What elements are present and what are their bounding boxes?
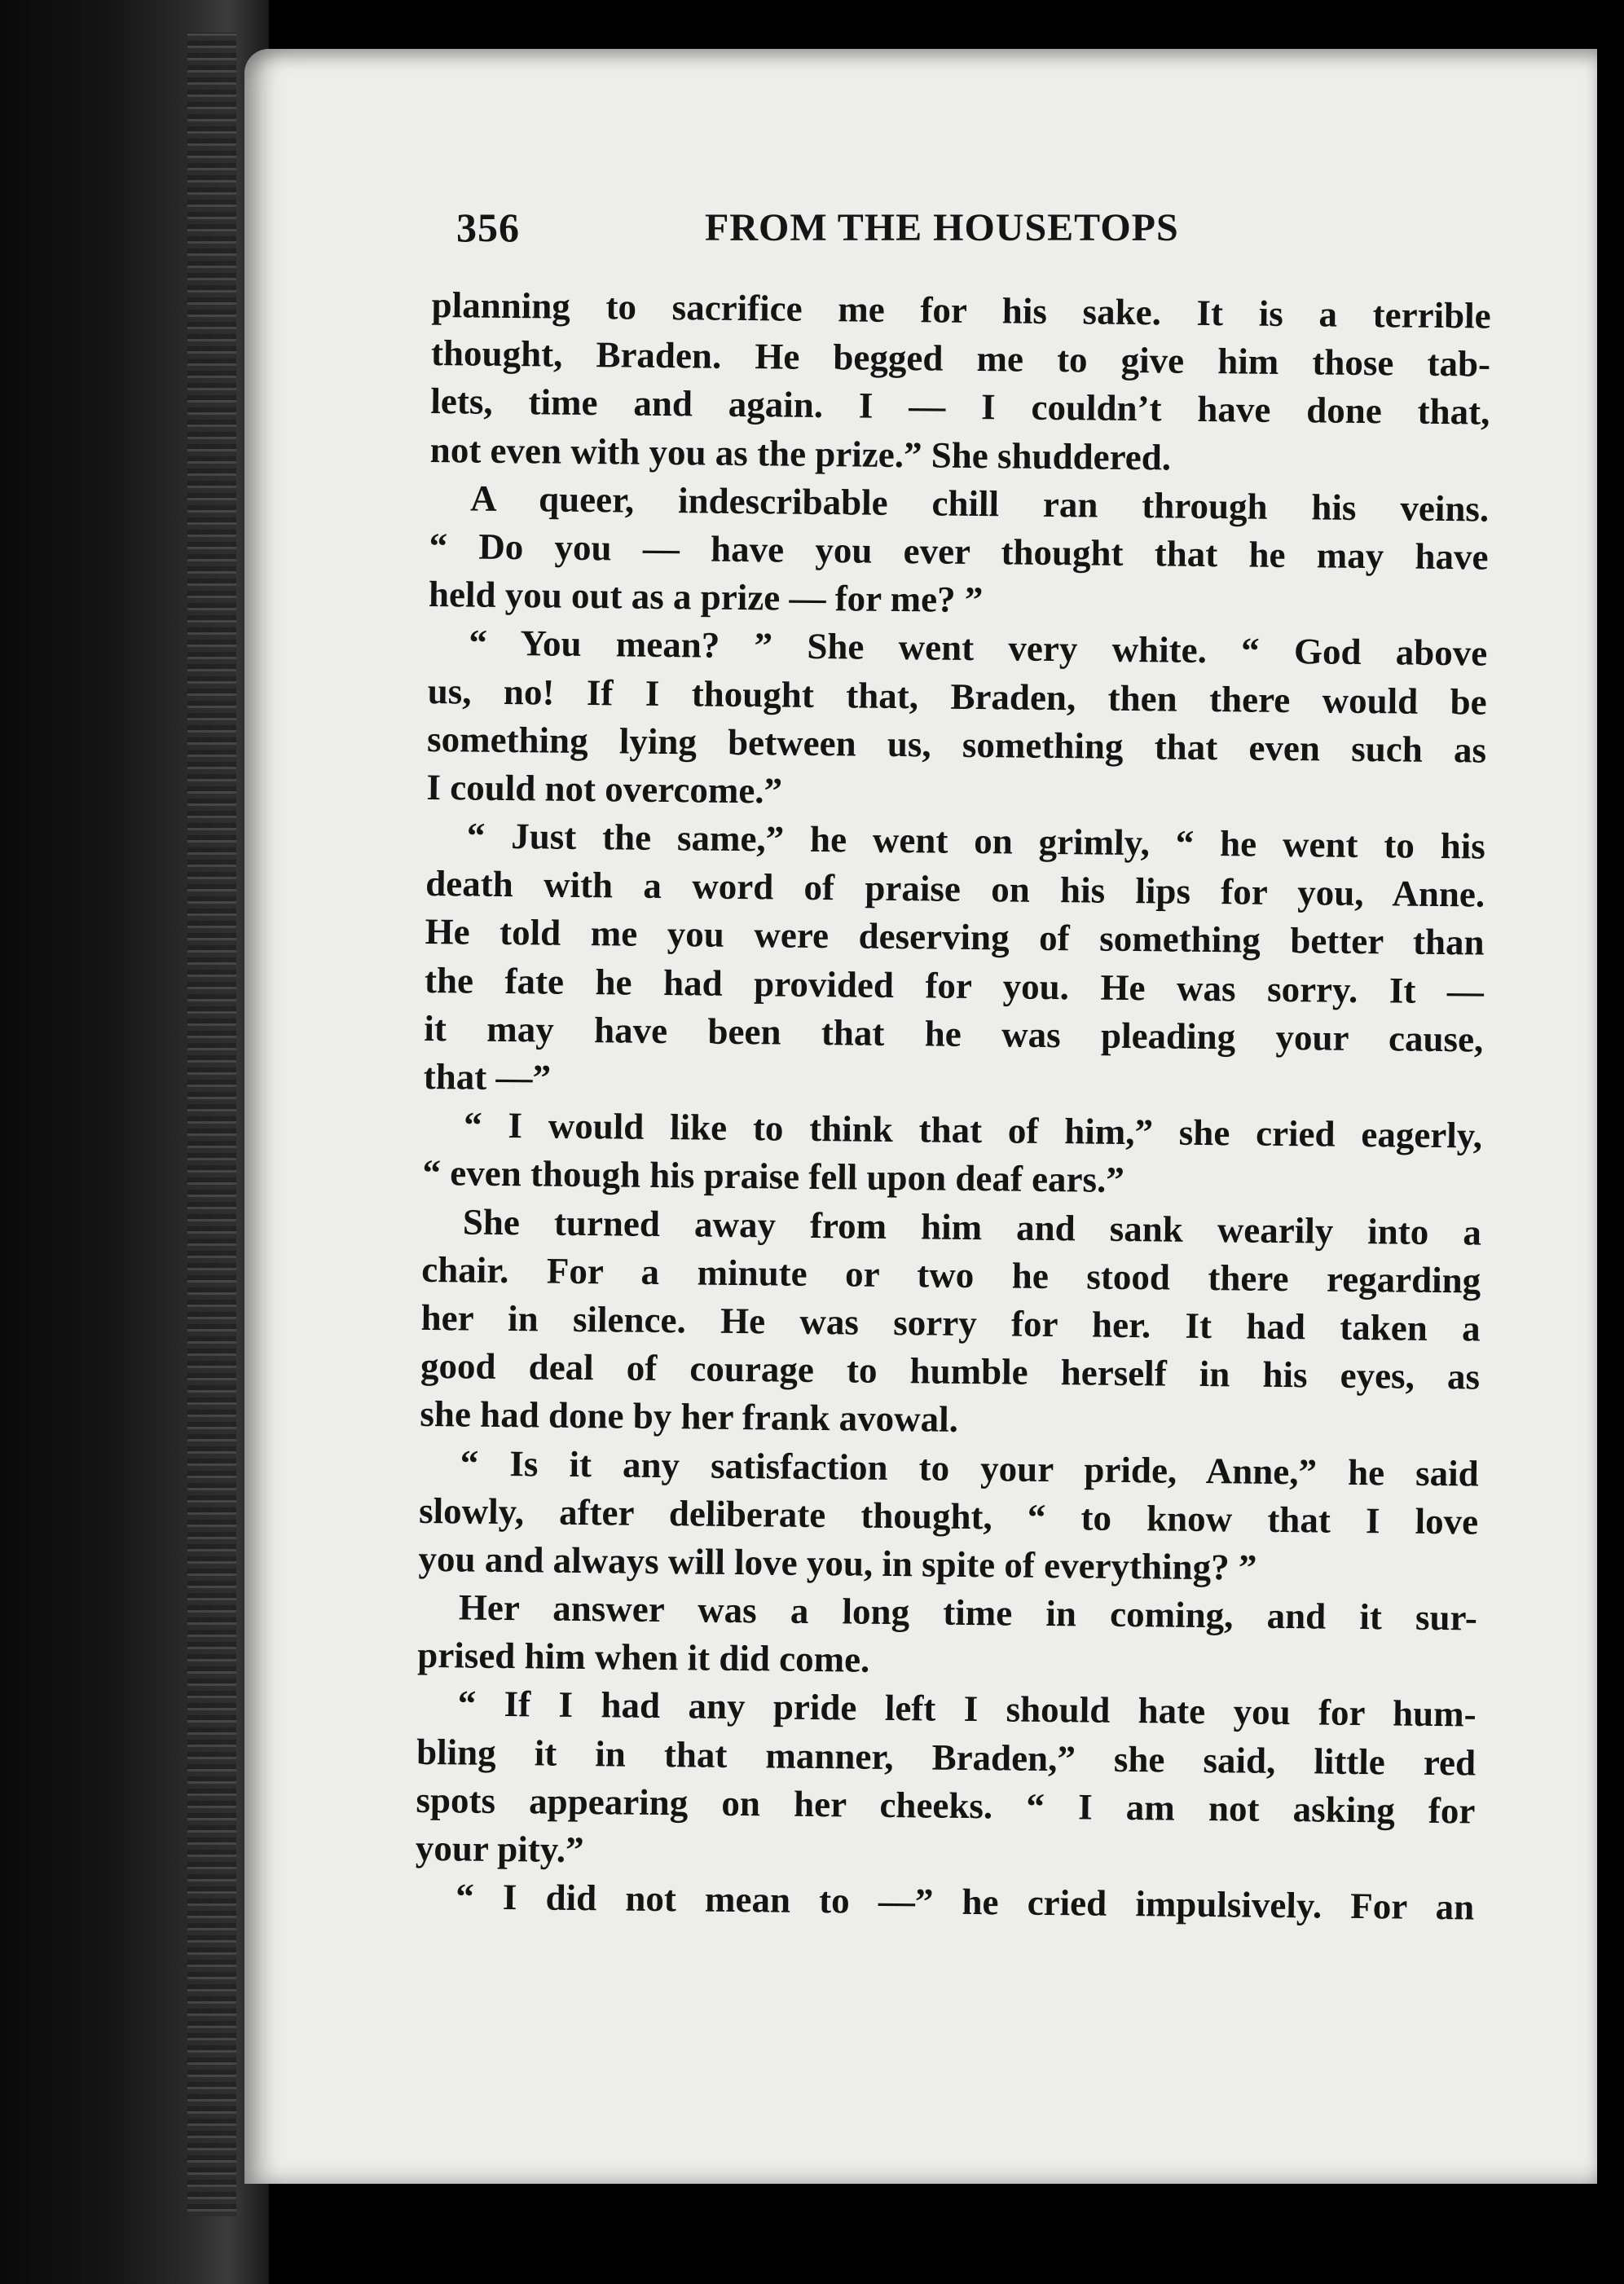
text-line: you and always will love you, in spite of everything? ” [418,1538,1257,1588]
text-line: thought, Braden. He begged me to give him those tab- [430,332,1491,385]
text-line: something lying between us, something that even such as [426,718,1487,771]
text-line: “ I would like to think that of him,” she cried eagerly, [463,1104,1483,1156]
text-line: the fate he had provided for you. He was sorry. It — [424,959,1485,1012]
text-line: “ Is it any satisfaction to your pride, Anne,” he said [460,1441,1480,1494]
text-line: “ I did not mean to —” he cried impulsively. For an [455,1876,1475,1928]
text-line: “ You mean? ” She went very white. “ God above [469,622,1488,674]
text-line: “ Just the same,” he went on grimly, “ he went to his [466,815,1486,867]
text-line: A queer, indescribable chill ran through his veins. [469,477,1490,530]
text-line: I could not overcome.” [426,766,783,812]
text-line: Her answer was a long time in coming, and it sur- [458,1586,1478,1639]
text-line: us, no! If I thought that, Braden, then there would be [427,670,1487,723]
page-edges [187,33,236,2216]
text-line: she had done by her frank avowal. [420,1393,959,1441]
text-line: prised him when it did come. [417,1635,870,1680]
text-line: spots appearing on her cheeks. “ I am not asking for [416,1779,1476,1832]
text-line: good deal of courage to humble herself in his eyes, as [420,1345,1481,1397]
text-line: chair. For a minute or two he stood there regarding [421,1248,1481,1301]
text-line: held you out as a prize — for me? ” [428,574,984,621]
text-line: lets, time and again. I — I couldn’t have done that, [430,381,1490,433]
text-line: it may have been that he was pleading your cause, [424,1007,1484,1060]
text-line: her in silence. He was sorry for her. It had taken a [420,1296,1481,1349]
running-head-title: FROM THE HOUSETOPS [705,206,1179,249]
text-line: planning to sacrifice me for his sake. It is a terrible [431,284,1491,337]
page-header [456,204,1296,269]
text-line: “ If I had any pride left I should hate you for hum- [457,1683,1477,1735]
text-line: She turned away from him and sank wearily into a [462,1201,1482,1253]
text-line: not even with you as the prize.” She shuddered. [429,429,1172,478]
page-number: 356 [456,205,520,250]
text-line: your pity.” [415,1827,584,1871]
text-line: bling it in that manner, Braden,” she said, little red [416,1731,1477,1784]
text-line: death with a word of praise on his lips for you, Anne. [425,863,1485,915]
body-text [415,281,1491,1932]
text-line: He told me you were deserving of something better than [425,911,1485,964]
text-line: slowly, after deliberate thought, “ to know that I love [418,1490,1479,1542]
text-line: “ even though his praise fell upon deaf ears.” [422,1152,1125,1201]
text-line: that —” [423,1055,552,1098]
text-line: “ Do you — have you ever thought that he may have [429,525,1489,578]
